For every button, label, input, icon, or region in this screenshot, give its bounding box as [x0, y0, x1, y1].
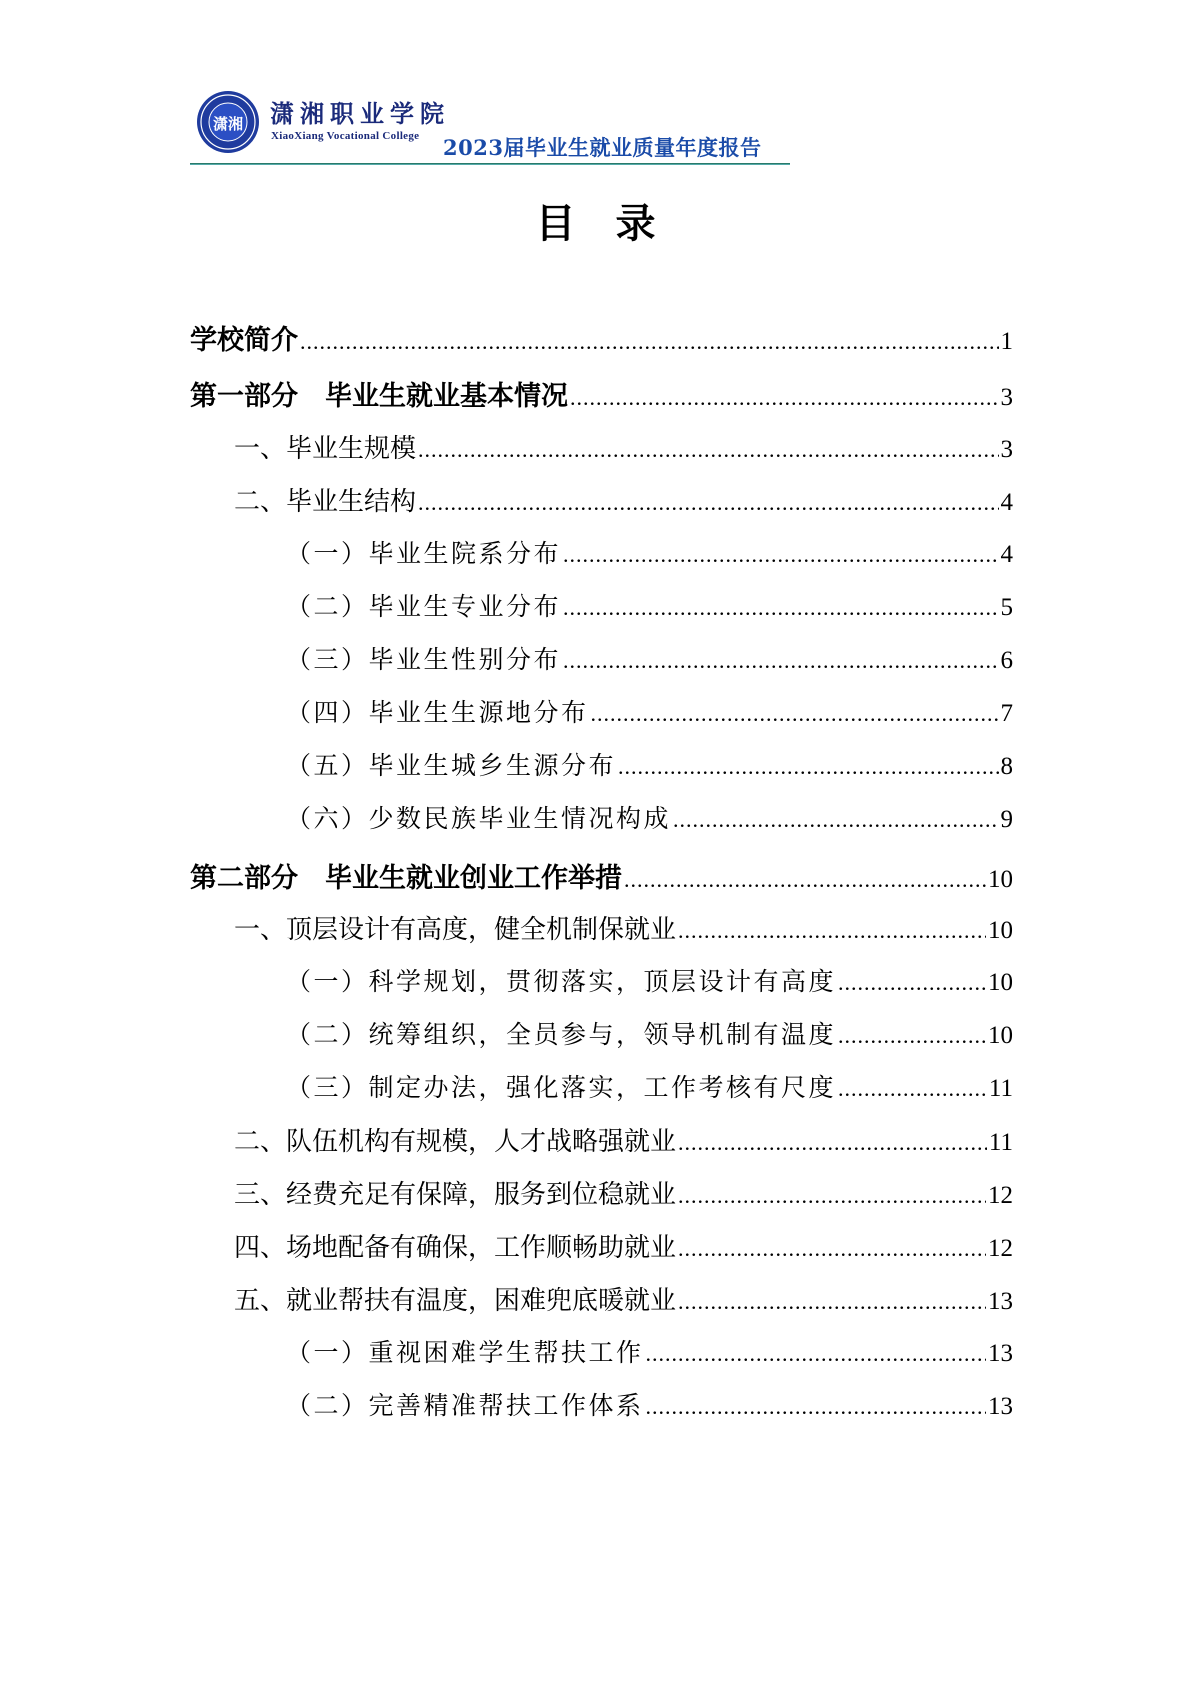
toc-leader-dots: [418, 490, 998, 516]
toc-leader-dots: [678, 1183, 986, 1209]
toc-leader-dots: [418, 437, 998, 463]
toc-entry-label: 一、顶层设计有高度，健全机制保就业: [234, 915, 677, 945]
toc-entry[interactable]: [190, 1227, 1013, 1267]
toc-entry[interactable]: [190, 693, 1013, 733]
svg-text:潇湘: 潇湘: [212, 115, 244, 133]
toc-leader-dots: [300, 329, 999, 355]
toc-entry[interactable]: [190, 799, 1013, 839]
toc-leader-dots: [838, 1023, 986, 1049]
toc-leader-dots: [646, 1341, 986, 1367]
toc-entry[interactable]: [190, 534, 1013, 574]
college-name-cn: 潇湘职业学院: [270, 99, 450, 128]
toc-entry-label: （三）制定办法，强化落实，工作考核有尺度: [286, 1073, 837, 1102]
toc-entry[interactable]: [190, 1386, 1013, 1426]
toc-entry[interactable]: [190, 1174, 1013, 1214]
toc-entry-page: 4: [1000, 489, 1013, 516]
toc-entry[interactable]: [190, 746, 1013, 786]
toc-entry[interactable]: [190, 481, 1013, 521]
toc-entry-label: （二）毕业生专业分布: [286, 592, 562, 621]
toc-entry[interactable]: [190, 1068, 1013, 1108]
toc-entry-page: 11: [988, 1075, 1013, 1102]
toc-entry-label: 四、场地配备有确保，工作顺畅助就业: [234, 1233, 677, 1263]
toc-entry-label: （四）毕业生生源地分布: [286, 698, 589, 727]
toc-entry-label: （一）重视困难学生帮扶工作: [286, 1338, 644, 1367]
toc-leader-dots: [673, 807, 998, 833]
toc-leader-dots: [563, 542, 998, 568]
toc-leader-dots: [678, 1130, 987, 1156]
toc-entry-page: 6: [1000, 647, 1013, 674]
toc-entry-label: （六）少数民族毕业生情况构成: [286, 804, 672, 833]
toc-entry-label: 五、就业帮扶有温度，困难兜底暖就业: [234, 1286, 677, 1316]
toc-entry-label: 二、队伍机构有规模，人才战略强就业: [234, 1127, 677, 1157]
toc-leader-dots: [678, 1236, 986, 1262]
toc-entry-page: 4: [1000, 541, 1013, 568]
toc-entry[interactable]: [190, 1280, 1013, 1320]
toc-entry-label: （一）毕业生院系分布: [286, 539, 562, 568]
college-seal-logo: [196, 90, 260, 154]
toc-entry-label: （五）毕业生城乡生源分布: [286, 751, 617, 780]
toc-leader-dots: [563, 648, 998, 674]
toc-entry[interactable]: [190, 1015, 1013, 1055]
header-divider: [190, 163, 790, 165]
toc-leader-dots: [618, 754, 998, 780]
toc-entry-page: 10: [988, 866, 1013, 893]
toc-heading: 目录: [535, 201, 696, 247]
toc-entry-page: 10: [988, 969, 1013, 996]
toc-entry-label: 第一部分 毕业生就业基本情况: [190, 381, 568, 412]
toc-leader-dots: [591, 701, 999, 727]
toc-leader-dots: [646, 1394, 986, 1420]
toc-entry[interactable]: [190, 428, 1013, 468]
toc-entry-page: 13: [988, 1288, 1013, 1315]
toc-entry[interactable]: [190, 640, 1013, 680]
toc-entry-page: 1: [1000, 328, 1013, 355]
toc-entry-label: 三、经费充足有保障，服务到位稳就业: [234, 1180, 677, 1210]
report-title: 2023届毕业生就业质量年度报告: [443, 135, 762, 160]
toc-entry-page: 5: [1000, 594, 1013, 621]
toc-entry-label: 一、毕业生规模: [234, 434, 417, 464]
toc-entry-page: 3: [1000, 384, 1013, 411]
toc-entry-page: 12: [988, 1235, 1013, 1262]
toc-leader-dots: [624, 867, 986, 893]
toc-leader-dots: [678, 918, 986, 944]
toc-entry-page: 8: [1000, 753, 1013, 780]
toc-leader-dots: [678, 1289, 986, 1315]
toc-entry[interactable]: [190, 318, 1013, 358]
toc-entry[interactable]: [190, 1121, 1013, 1161]
toc-leader-dots: [570, 385, 999, 411]
toc-entry-page: 7: [1000, 700, 1013, 727]
toc-entry-label: （三）毕业生性别分布: [286, 645, 562, 674]
toc-entry-page: 13: [988, 1393, 1013, 1420]
toc-entry-page: 10: [988, 1022, 1013, 1049]
toc-leader-dots: [563, 595, 998, 621]
toc-entry-page: 12: [988, 1182, 1013, 1209]
college-name-en: XiaoXiang Vocational College: [271, 130, 420, 142]
toc-entry[interactable]: [190, 962, 1013, 1002]
toc-entry-page: 10: [988, 917, 1013, 944]
toc-entry-page: 13: [988, 1340, 1013, 1367]
toc-entry-page: 9: [1000, 806, 1013, 833]
toc-entry[interactable]: [190, 856, 1013, 896]
toc-entry-label: （二）完善精准帮扶工作体系: [286, 1391, 644, 1420]
toc-entry-label: （一）科学规划，贯彻落实，顶层设计有高度: [286, 967, 837, 996]
toc-entry[interactable]: [190, 374, 1013, 414]
toc-entry-page: 3: [1000, 436, 1013, 463]
toc-entry-label: 二、毕业生结构: [234, 487, 417, 517]
toc-entry[interactable]: [190, 587, 1013, 627]
toc-entry-label: （二）统筹组织，全员参与，领导机制有温度: [286, 1020, 837, 1049]
toc-leader-dots: [838, 1076, 987, 1102]
toc-entry[interactable]: [190, 1333, 1013, 1373]
toc-leader-dots: [838, 970, 986, 996]
page-header: [190, 88, 790, 168]
toc-entry-page: 11: [988, 1129, 1013, 1156]
toc-entry-label: 第二部分 毕业生就业创业工作举措: [190, 863, 622, 894]
toc-entry[interactable]: [190, 909, 1013, 949]
toc-entry-label: 学校简介: [190, 325, 298, 356]
